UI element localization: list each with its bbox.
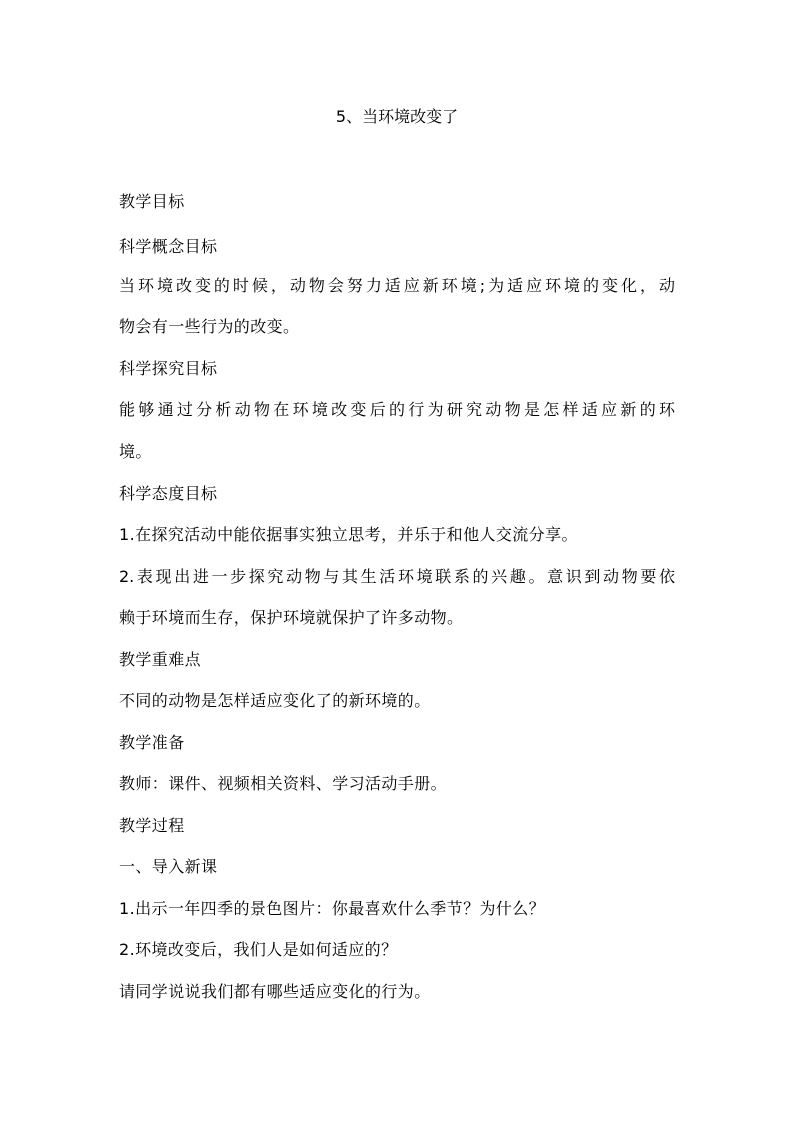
paragraph-line: 能够通过分析动物在环境改变后的行为研究动物是怎样适应新的环 (119, 400, 675, 419)
subheading-inquiry-objectives: 科学探究目标 (119, 359, 218, 378)
heading-teaching-process: 教学过程 (119, 816, 185, 835)
paragraph-line: 物会有一些行为的改变。 (119, 317, 300, 336)
paragraph-line: 赖于环境而生存，保护环境就保护了许多动物。 (119, 608, 464, 627)
paragraph-line: 不同的动物是怎样适应变化了的新环境的。 (119, 691, 431, 710)
paragraph-line: 当环境改变的时候，动物会努力适应新环境;为适应环境的变化，动 (119, 276, 675, 295)
section-heading: 一、导入新课 (119, 857, 218, 876)
heading-key-points: 教学重难点 (119, 650, 202, 669)
paragraph-line: 境。 (119, 442, 152, 461)
heading-teaching-objectives: 教学目标 (119, 192, 185, 211)
subheading-attitude-objectives: 科学态度目标 (119, 484, 218, 503)
subheading-concept-objectives: 科学概念目标 (119, 237, 218, 256)
paragraph-line: 教师：课件、视频相关资料、学习活动手册。 (119, 774, 448, 793)
document-title: 5、当环境改变了 (335, 107, 459, 126)
paragraph-line: 请同学说说我们都有哪些适应变化的行为。 (119, 982, 431, 1001)
list-item: 1.在探究活动中能依据事实独立思考，并乐于和他人交流分享。 (119, 525, 578, 544)
list-item: 2.环境改变后，我们人是如何适应的？ (119, 940, 398, 959)
heading-preparation: 教学准备 (119, 733, 185, 752)
list-item: 2.表现出进一步探究动物与其生活环境联系的兴趣。意识到动物要依 (119, 567, 675, 586)
list-item: 1.出示一年四季的景色图片：你最喜欢什么季节？为什么？ (119, 899, 546, 918)
